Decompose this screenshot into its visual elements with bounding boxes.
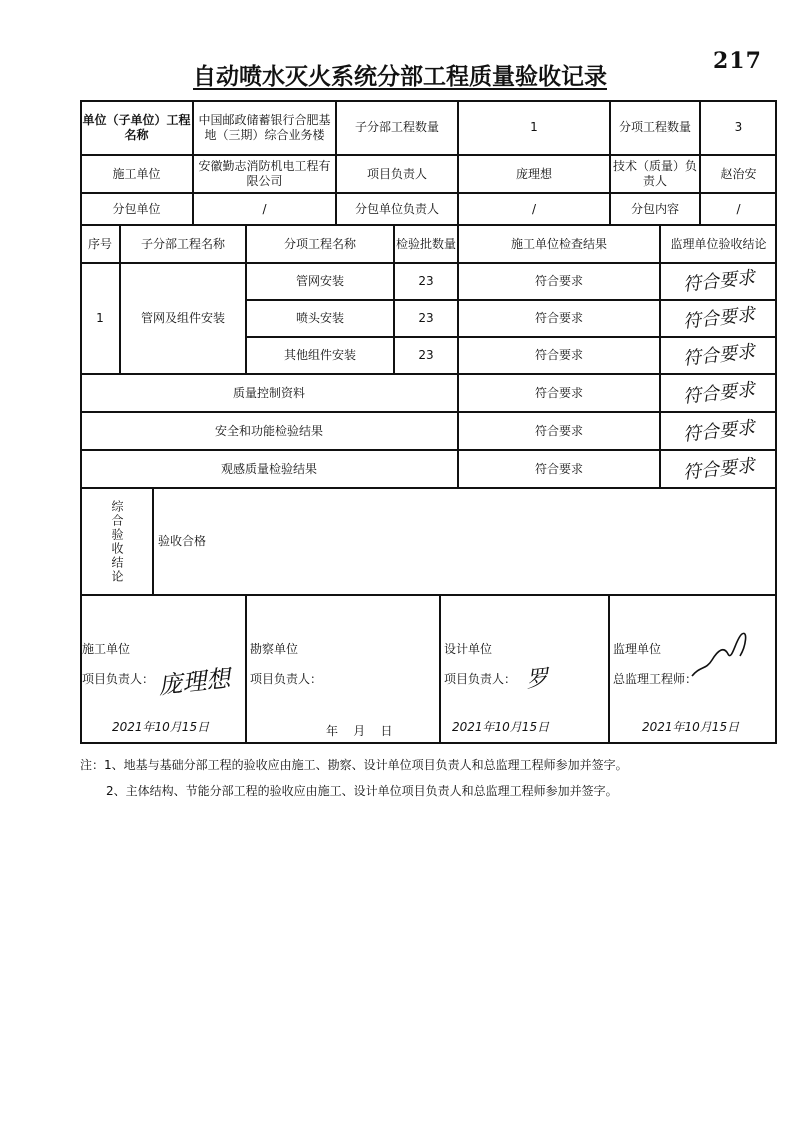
- supervision-date: 2021年10月15日: [642, 720, 740, 734]
- survey-unit-label: 勘察单位: [250, 642, 299, 656]
- sub-content-value: /: [700, 193, 777, 225]
- col-seq: 序号: [80, 225, 120, 263]
- acceptance-table: [80, 100, 777, 744]
- supervision-role-label: 总监理工程师：: [613, 672, 698, 686]
- item-batch: 23: [394, 263, 458, 300]
- design-role-label: 项目负责人：: [444, 672, 517, 686]
- footnotes: [80, 752, 628, 804]
- survey-role-label: 项目负责人：: [250, 672, 323, 686]
- sub-count-value: 1: [458, 100, 610, 155]
- note-2: 2、主体结构、节能分部工程的验收应由施工、设计单位项目负责人和总监理工程师参加并签字。: [106, 784, 618, 798]
- unit-label: 单位（子单位）工程名称: [80, 100, 193, 155]
- item-conclusion-signature: [660, 263, 777, 300]
- item-batch: 23: [394, 337, 458, 374]
- construction-date: 2021年10月15日: [112, 720, 210, 734]
- design-date: 2021年10月15日: [452, 720, 550, 734]
- item-count-value: 3: [700, 100, 777, 155]
- item-conclusion-signature: [660, 337, 777, 374]
- signature-text: 符合要求: [681, 416, 756, 446]
- item-count-label: 分项工程数量: [610, 100, 700, 155]
- pm-label: 项目负责人: [336, 155, 458, 193]
- summary-conclusion-signature: [660, 450, 777, 488]
- supervision-unit-label: 监理单位: [613, 642, 662, 656]
- conclusion-label-text: 综合验收结论: [110, 499, 124, 584]
- item-result: 符合要求: [458, 337, 660, 374]
- summary-conclusion-signature: [660, 374, 777, 412]
- item-batch: 23: [394, 300, 458, 337]
- signature-text: 符合要求: [681, 454, 756, 484]
- summary-label: 安全和功能检验结果: [80, 412, 458, 450]
- item-result: 符合要求: [458, 300, 660, 337]
- tech-value: 赵治安: [700, 155, 777, 193]
- signature-text: 符合要求: [681, 341, 756, 370]
- design-unit-label: 设计单位: [444, 642, 493, 656]
- construction-label: 施工单位: [80, 155, 193, 193]
- group-seq: 1: [80, 263, 120, 374]
- sub-count-label: 子分部工程数量: [336, 100, 458, 155]
- item-result: 符合要求: [458, 263, 660, 300]
- signature-text: 符合要求: [681, 304, 756, 333]
- summary-label: 质量控制资料: [80, 374, 458, 412]
- col-sub-name: 子分部工程名称: [120, 225, 246, 263]
- construction-unit-label: 施工单位: [82, 642, 131, 656]
- col-supervision: 监理单位验收结论: [660, 225, 777, 263]
- construction-signature: 庞理想: [156, 664, 232, 700]
- supervision-signature-scribble: [690, 626, 750, 681]
- summary-result: 符合要求: [458, 450, 660, 488]
- construction-value: 安徽勤志消防机电工程有限公司: [193, 155, 336, 193]
- signature-text: 符合要求: [681, 378, 756, 408]
- col-item-name: 分项工程名称: [246, 225, 394, 263]
- sub-contractor-label: 分包单位: [80, 193, 193, 225]
- col-batch: 检验批数量: [394, 225, 458, 263]
- tech-label: 技术（质量）负责人: [610, 155, 700, 193]
- sub-contractor-value: /: [193, 193, 336, 225]
- sub-content-label: 分包内容: [610, 193, 700, 225]
- item-name: 管网安装: [246, 263, 394, 300]
- sub-pm-label: 分包单位负责人: [336, 193, 458, 225]
- group-name: 管网及组件安装: [120, 263, 246, 374]
- item-name: 其他组件安装: [246, 337, 394, 374]
- summary-result: 符合要求: [458, 374, 660, 412]
- summary-conclusion-signature: [660, 412, 777, 450]
- design-signature: 罗: [524, 665, 550, 694]
- title-text: 自动喷水灭火系统分部工程质量验收记录: [193, 64, 607, 90]
- signature-text: 符合要求: [681, 267, 756, 296]
- conclusion-value: 验收合格: [153, 488, 777, 595]
- summary-label: 观感质量检验结果: [80, 450, 458, 488]
- page-number: 217: [713, 48, 762, 74]
- survey-date: 年 月 日: [326, 724, 393, 738]
- unit-value: 中国邮政储蓄银行合肥基地（三期）综合业务楼: [193, 100, 336, 155]
- conclusion-label: [80, 488, 153, 595]
- summary-result: 符合要求: [458, 412, 660, 450]
- note-1: 注：1、地基与基础分部工程的验收应由施工、勘察、设计单位项目负责人和总监理工程师参加并签字。: [80, 758, 628, 772]
- item-conclusion-signature: [660, 300, 777, 337]
- page-title: [0, 58, 800, 91]
- col-check: 施工单位检查结果: [458, 225, 660, 263]
- sub-pm-value: /: [458, 193, 610, 225]
- construction-role-label: 项目负责人：: [82, 672, 155, 686]
- pm-value: 庞理想: [458, 155, 610, 193]
- item-name: 喷头安装: [246, 300, 394, 337]
